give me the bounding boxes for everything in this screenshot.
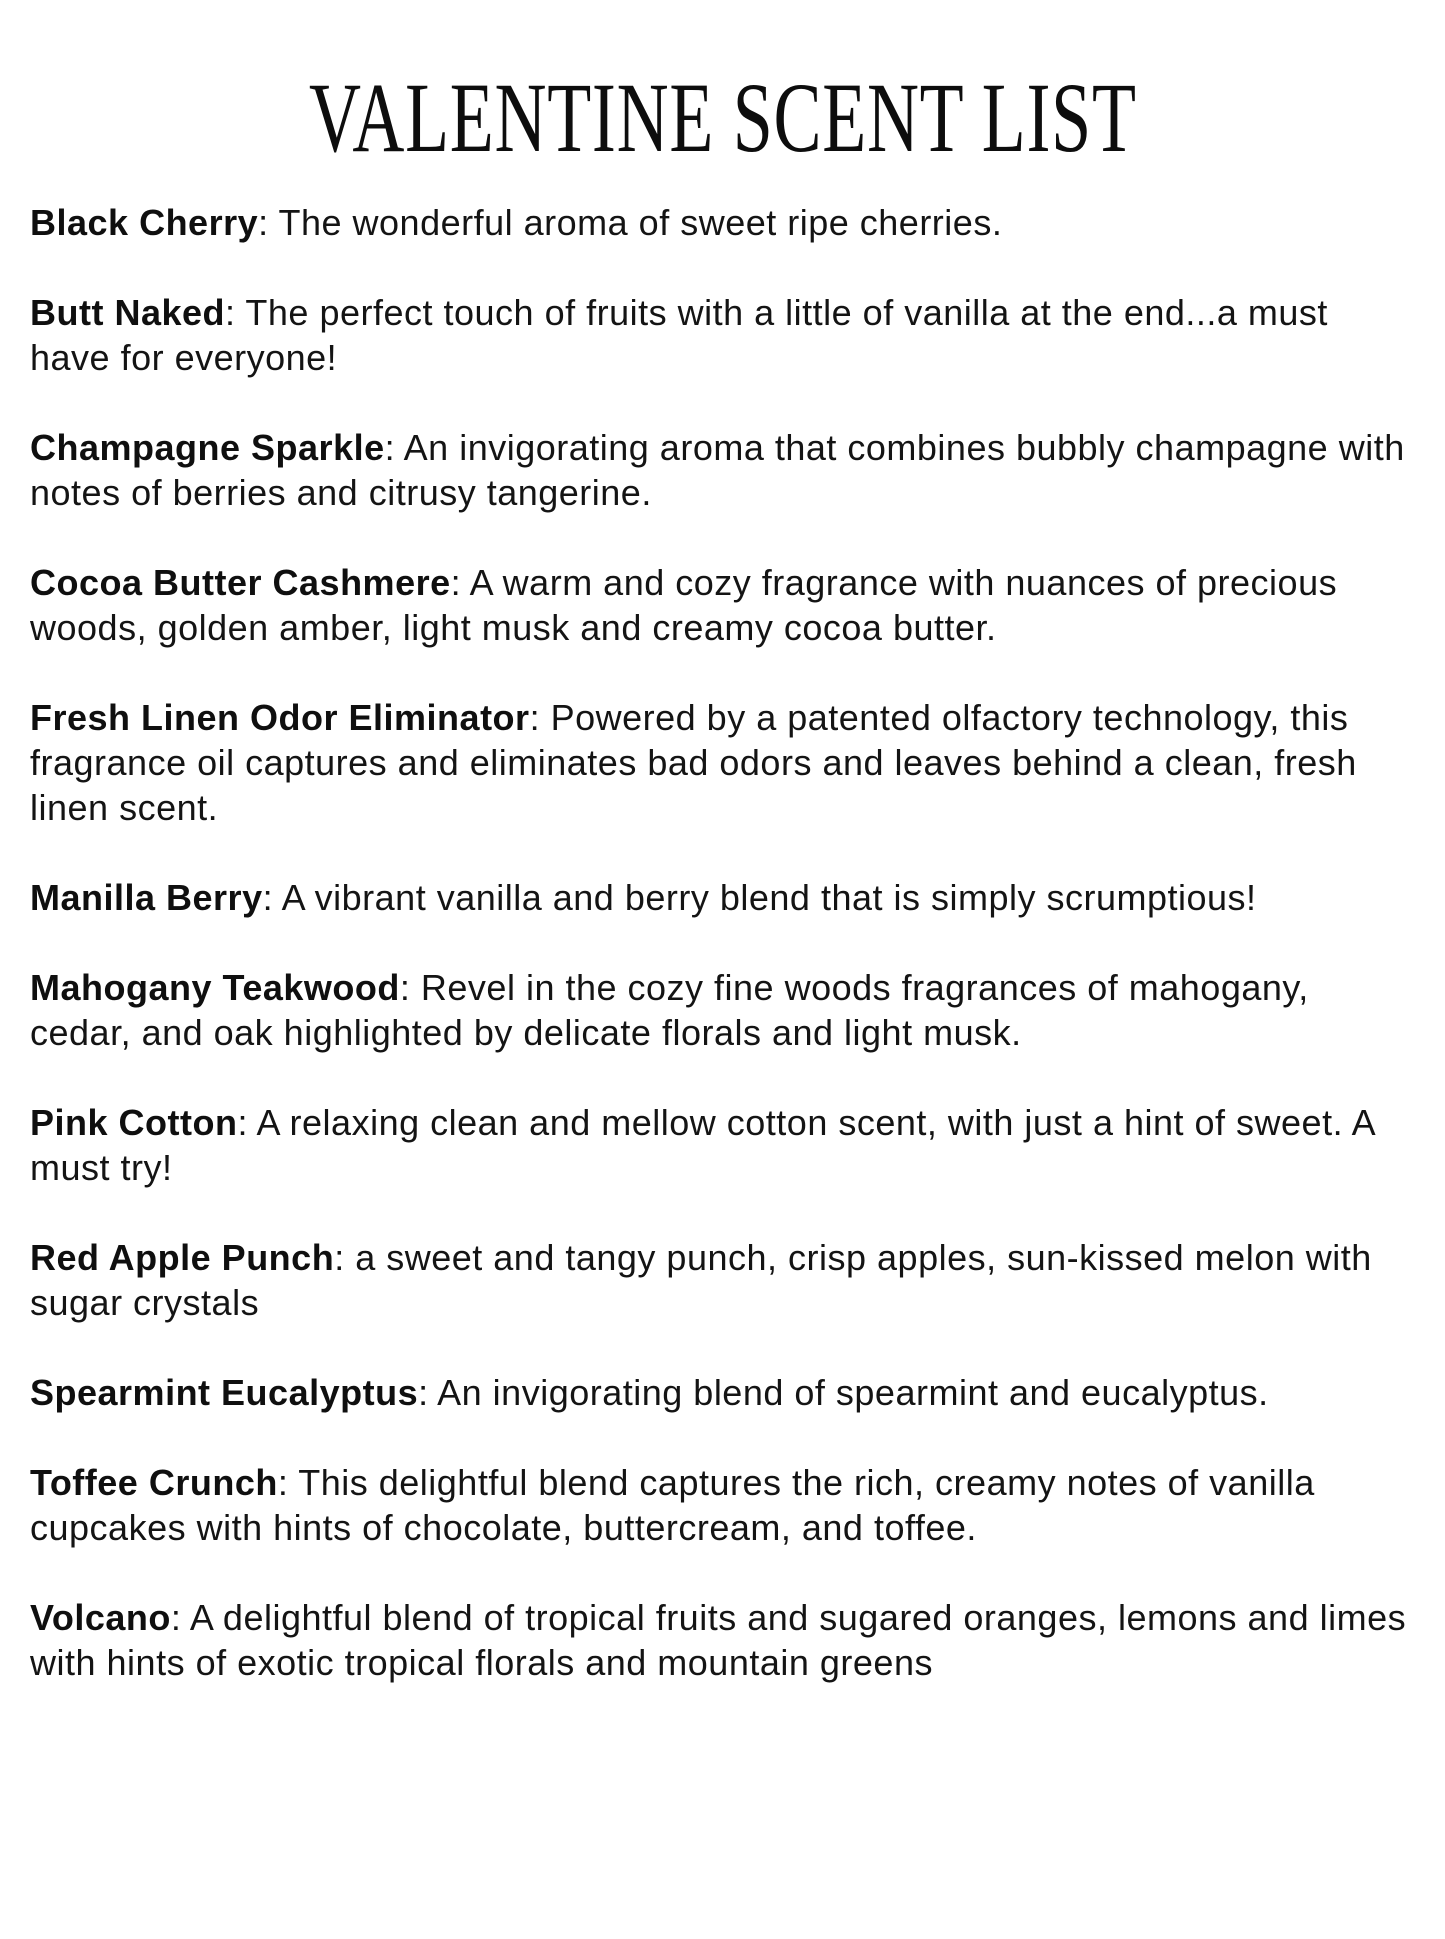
scent-name: Red Apple Punch (30, 1237, 335, 1278)
scent-separator: : (399, 967, 411, 1008)
scent-description: A relaxing clean and mellow cotton scent, with just a hint of sweet. A must try! (30, 1102, 1375, 1188)
scent-separator: : (170, 1597, 182, 1638)
scent-name: Fresh Linen Odor Eliminator (30, 697, 530, 738)
scent-entry (30, 695, 1415, 830)
scent-description: A delightful blend of tropical fruits and sugared oranges, lemons and limes with hints of exotic tropical florals and mountain greens (30, 1597, 1407, 1683)
scent-name: Volcano (30, 1597, 171, 1638)
document-page (0, 62, 1445, 1939)
scent-entry (30, 200, 1415, 245)
scent-name: Champagne Sparkle (30, 427, 385, 468)
scent-separator: : (334, 1237, 345, 1278)
scent-separator: : (225, 292, 236, 333)
scent-name: Pink Cotton (30, 1102, 238, 1143)
scent-name: Toffee Crunch (30, 1462, 278, 1503)
scent-list (0, 168, 1445, 1685)
scent-entry (30, 1370, 1415, 1415)
scent-description: Powered by a patented olfactory technology, this fragrance oil captures and eliminates bad odors and leaves behind a clean, fresh linen scent. (30, 697, 1357, 828)
scent-name: Black Cherry (30, 202, 259, 243)
scent-description: A vibrant vanilla and berry blend that is simply scrumptious! (281, 877, 1257, 918)
scent-separator: : (262, 877, 274, 918)
scent-separator: : (529, 697, 541, 738)
scent-name: Spearmint Eucalyptus (30, 1372, 419, 1413)
scent-entry (30, 290, 1415, 380)
scent-description: a sweet and tangy punch, crisp apples, sun-kissed melon with sugar crystals (30, 1237, 1372, 1323)
scent-entry (30, 1235, 1415, 1325)
scent-entry (30, 1100, 1415, 1190)
scent-entry (30, 425, 1415, 515)
scent-description: A warm and cozy fragrance with nuances of precious woods, golden amber, light musk and creamy cocoa butter. (30, 562, 1338, 648)
page-title-text: VALENTINE SCENT LIST (308, 62, 1137, 173)
scent-name: Butt Naked (30, 292, 226, 333)
scent-description: An invigorating aroma that combines bubbly champagne with notes of berries and citrusy tangerine. (30, 427, 1405, 513)
scent-name: Manilla Berry (30, 877, 263, 918)
scent-separator: : (450, 562, 462, 603)
scent-description: The wonderful aroma of sweet ripe cherries. (278, 202, 1003, 243)
scent-description: An invigorating blend of spearmint and eucalyptus. (437, 1372, 1269, 1413)
scent-description: This delightful blend captures the rich, creamy notes of vanilla cupcakes with hints of chocolate, buttercream, and toffee. (30, 1462, 1315, 1548)
scent-separator: : (237, 1102, 248, 1143)
scent-separator: : (418, 1372, 429, 1413)
scent-entry (30, 875, 1415, 920)
scent-separator: : (384, 427, 396, 468)
scent-entry (30, 965, 1415, 1055)
scent-entry (30, 1595, 1415, 1685)
scent-description: Revel in the cozy fine woods fragrances of mahogany, cedar, and oak highlighted by delicate florals and light musk. (30, 967, 1309, 1053)
page-title (0, 62, 1445, 173)
scent-name: Cocoa Butter Cashmere (30, 562, 451, 603)
scent-separator: : (277, 1462, 289, 1503)
scent-entry (30, 1460, 1415, 1550)
scent-entry (30, 560, 1415, 650)
scent-description: The perfect touch of fruits with a little of vanilla at the end...a must have for everyone! (30, 292, 1328, 378)
scent-separator: : (258, 202, 269, 243)
scent-name: Mahogany Teakwood (30, 967, 400, 1008)
